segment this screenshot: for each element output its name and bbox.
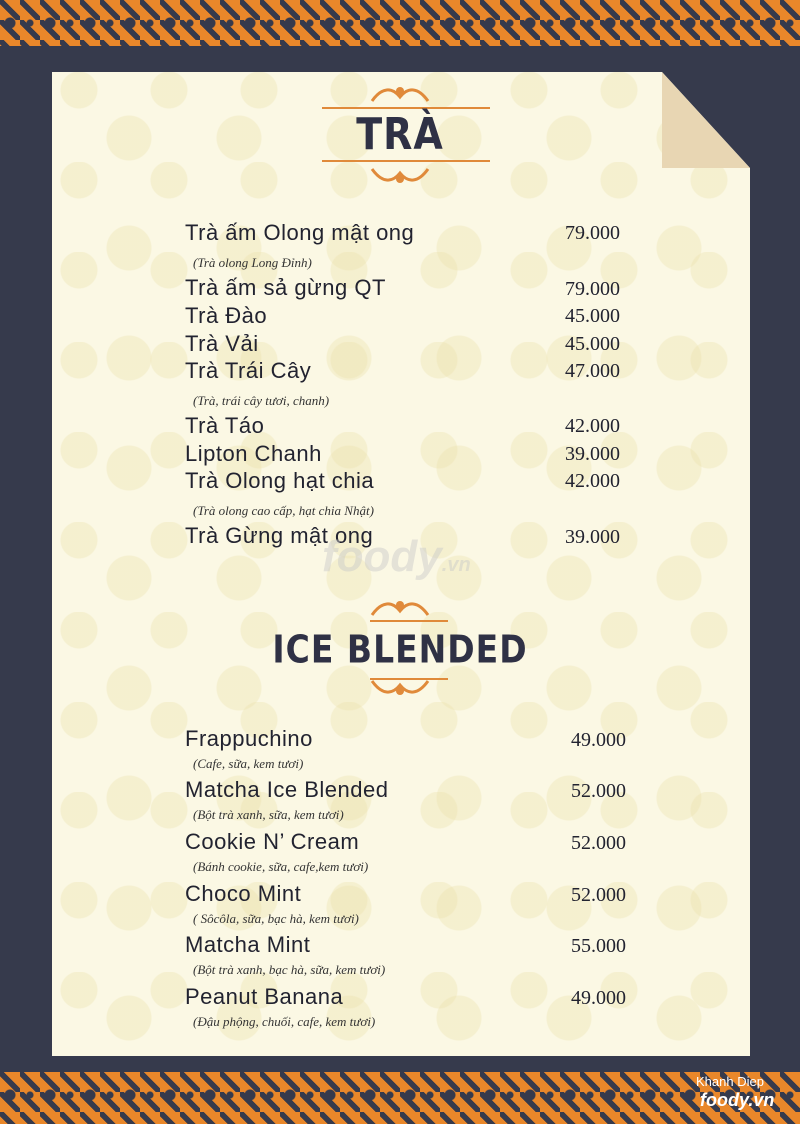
menu-item-name: Peanut Banana <box>185 984 344 1009</box>
menu-item-name: Trà Vải <box>185 331 259 356</box>
menu-item-name: Trà Táo <box>185 413 265 438</box>
menu-item-price: 45.000 <box>565 305 620 327</box>
menu-item-note: (Trà olong cao cấp, hạt chia Nhật) <box>193 503 374 518</box>
menu-item-price: 39.000 <box>565 443 620 465</box>
ornament-flourish-icon <box>0 82 800 106</box>
menu-item-name: Lipton Chanh <box>185 441 322 466</box>
menu-item-note: (Đậu phộng, chuối, cafe, kem tươi) <box>193 1014 376 1029</box>
menu-item-name: Trà Olong hạt chia <box>185 468 375 493</box>
menu-item-price: 55.000 <box>571 935 626 957</box>
menu-item-note: (Cafe, sữa, kem tươi) <box>193 756 304 771</box>
menu-item-name: Cookie N’ Cream <box>185 829 360 854</box>
menu-item-name: Trà Trái Cây <box>185 358 312 383</box>
ornament-flourish-icon <box>0 164 800 188</box>
ornament-flourish-icon <box>0 596 800 620</box>
menu-item-note: (Bánh cookie, sữa, cafe,kem tươi) <box>193 859 369 874</box>
menu-item-note: (Bột trà xanh, sữa, kem tươi) <box>193 807 344 822</box>
menu-item-name: Trà Gừng mật ong <box>185 523 374 548</box>
ornament-flourish-icon <box>0 676 800 700</box>
menu-item-note: ( Sôcôla, sữa, bạc hà, kem tươi) <box>193 911 359 926</box>
menu-item-name: Frappuchino <box>185 726 313 751</box>
menu-item-note: (Trà olong Long Đỉnh) <box>193 255 312 270</box>
foody-logo: foody.vn <box>700 1090 775 1110</box>
menu-item-price: 39.000 <box>565 526 620 548</box>
watermark-suffix: .vn <box>441 554 471 576</box>
menu-item-price: 52.000 <box>571 780 626 802</box>
photo-credit: Khanh Diep <box>696 1074 764 1089</box>
menu-item-price: 49.000 <box>571 729 626 751</box>
menu-item-price: 79.000 <box>565 278 620 300</box>
menu-item-price: 52.000 <box>571 884 626 906</box>
menu-item-price: 49.000 <box>571 987 626 1009</box>
menu-item-price: 42.000 <box>565 470 620 492</box>
title-rule-bottom <box>322 160 490 162</box>
menu-item-name: Trà ấm sả gừng QT <box>185 275 386 300</box>
section-title-tra: TRÀ <box>356 108 444 160</box>
menu-item-note: (Trà, trái cây tươi, chanh) <box>193 393 330 408</box>
foody-watermark <box>322 532 471 582</box>
bottom-decorative-border <box>0 1072 800 1124</box>
menu-item-name: Choco Mint <box>185 881 302 906</box>
menu-item-price: 47.000 <box>565 360 620 382</box>
section-title-ice-blended: ICE BLENDED <box>272 627 528 672</box>
menu-item-price: 79.000 <box>565 222 620 244</box>
menu-item-name: Trà ấm Olong mật ong <box>185 220 415 245</box>
menu-item-price: 52.000 <box>571 832 626 854</box>
menu-item-price: 42.000 <box>565 415 620 437</box>
menu-item-name: Matcha Mint <box>185 932 311 957</box>
menu-item-name: Trà Đào <box>185 303 268 328</box>
menu-item-name: Matcha Ice Blended <box>185 777 389 802</box>
menu-item-note: (Bột trà xanh, bạc hà, sữa, kem tươi) <box>193 962 386 977</box>
menu-item-price: 45.000 <box>565 333 620 355</box>
watermark-brand: foody <box>322 532 442 581</box>
title-rule-top <box>370 620 448 622</box>
top-decorative-border <box>0 0 800 46</box>
